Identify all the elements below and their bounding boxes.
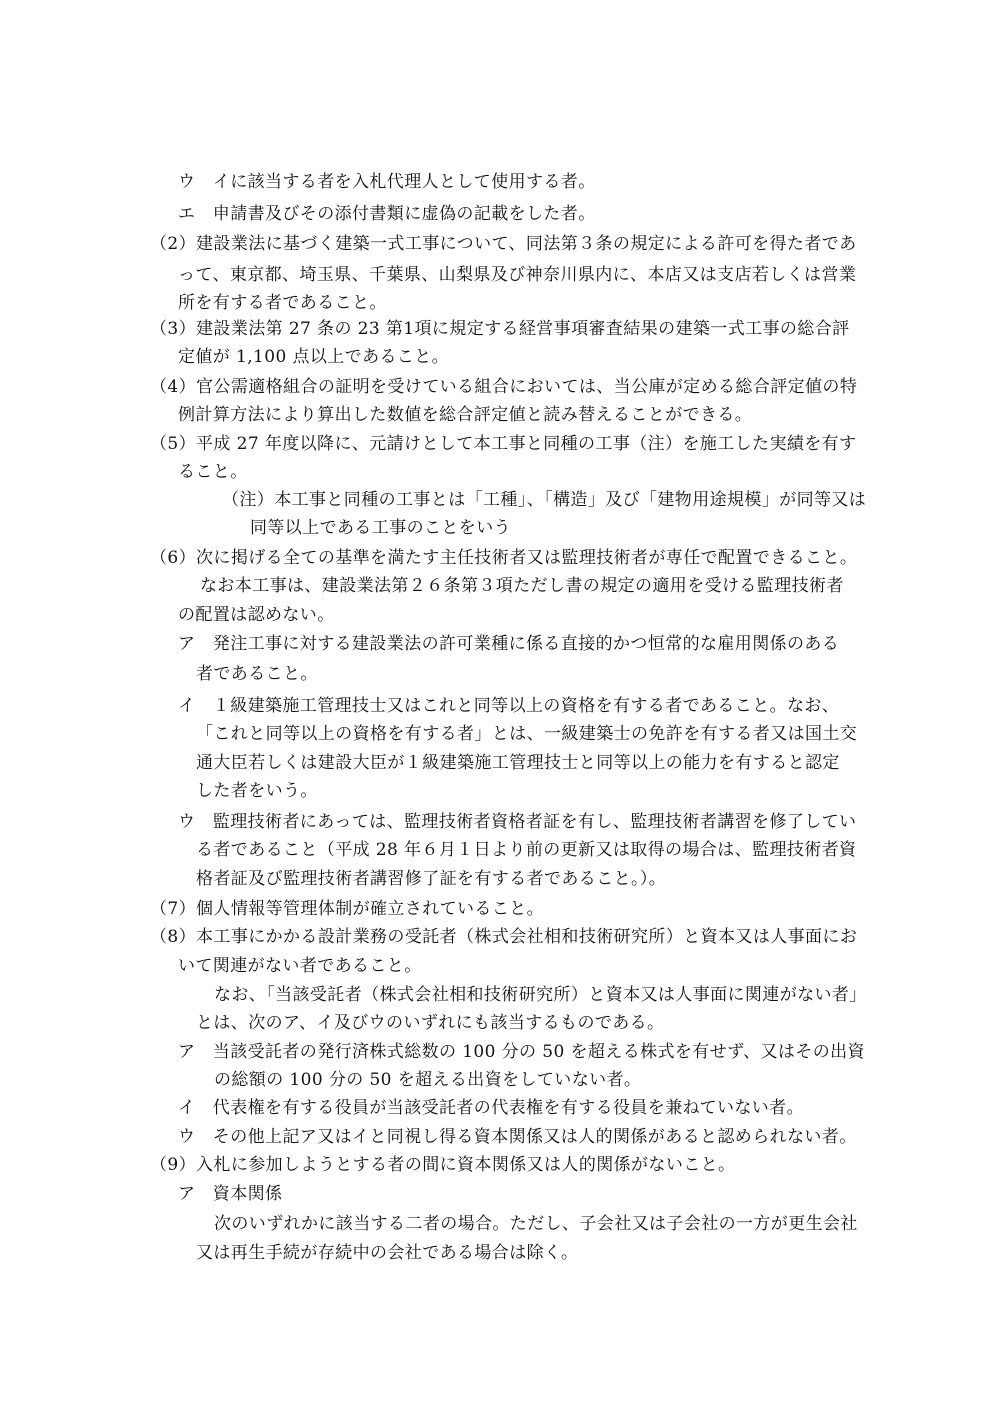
section-2-line-3: 所を有する者であること。 bbox=[178, 293, 387, 313]
section-6-line-1: （6）次に掲げる全ての基準を満たす主任技術者又は監理技術者が専任で配置できること。 bbox=[150, 548, 858, 568]
item-e-line-1: エ 申請書及びその添付書類に虚偽の記載をした者。 bbox=[178, 204, 596, 224]
section-8-line-2: いて関連がない者であること。 bbox=[178, 956, 422, 976]
section-6-u-line-3: 格者証及び監理技術者講習修了証を有する者であること。）。 bbox=[196, 869, 667, 889]
section-8-note-line-1: なお、「当該受託者（株式会社相和技術研究所）と資本又は人事面に関連がない者」 bbox=[214, 985, 867, 1005]
section-9-a-line-1: ア 資本関係 bbox=[178, 1184, 283, 1204]
section-3-line-1: （3）建設業法第 27 条の 23 第1項に規定する経営事項審査結果の建築一式工事の総合評 bbox=[150, 319, 850, 339]
section-8-u-line-1: ウ その他上記ア又はイと同視し得る資本関係又は人的関係があると認められない者。 bbox=[178, 1127, 857, 1147]
section-6-line-2: なお本工事は、建設業法第２６条第３項ただし書の規定の適用を受ける監理技術者 bbox=[200, 576, 844, 596]
section-9-a-body-line-1: 次のいずれかに該当する二者の場合。ただし、子会社又は子会社の一方が更生会社 bbox=[214, 1214, 858, 1234]
section-6-i-line-3: 通大臣若しくは建設大臣が１級建築施工管理技士と同等以上の能力を有すると認定 bbox=[196, 753, 840, 773]
section-6-a-line-1: ア 発注工事に対する建設業法の許可業種に係る直接的かつ恒常的な雇用関係のある bbox=[178, 634, 840, 654]
section-8-a-line-1: ア 当該受託者の発行済株式総数の 100 分の 50 を超える株式を有せず、又はその出資 bbox=[178, 1042, 865, 1062]
section-8-line-1: （8）本工事にかかる設計業務の受託者（株式会社相和技術研究所）と資本又は人事面にお bbox=[150, 927, 858, 947]
section-5-note-line-1: （注）本工事と同種の工事とは「工種」、「構造」及び「建物用途規模」が同等又は bbox=[222, 490, 867, 510]
section-3-line-2: 定値が 1,100 点以上であること。 bbox=[178, 347, 450, 367]
section-5-note-line-2: 同等以上である工事のことをいう bbox=[250, 518, 511, 538]
section-5-line-2: ること。 bbox=[178, 462, 248, 482]
section-4-line-2: 例計算方法により算出した数値を総合評定値と読み替えることができる。 bbox=[178, 405, 753, 425]
section-6-i-line-4: した者をいう。 bbox=[196, 781, 318, 801]
section-4-line-1: （4）官公需適格組合の証明を受けている組合においては、当公庫が定める総合評定値の特 bbox=[150, 377, 858, 397]
item-u-line-1: ウ イに該当する者を入札代理人として使用する者。 bbox=[178, 172, 596, 192]
section-6-u-line-2: る者であること（平成 28 年６月１日より前の更新又は取得の場合は、監理技術者資 bbox=[196, 840, 857, 860]
section-9-a-body-line-2: 又は再生手続が存続中の会社である場合は除く。 bbox=[196, 1243, 579, 1263]
section-6-u-line-1: ウ 監理技術者にあっては、監理技術者資格者証を有し、監理技術者講習を修了してい bbox=[178, 812, 857, 832]
section-6-a-line-2: 者であること。 bbox=[196, 664, 318, 684]
section-6-line-3: の配置は認めない。 bbox=[178, 605, 335, 625]
section-2-line-1: （2）建設業法に基づく建築一式工事について、同法第３条の規定による許可を得た者であ bbox=[150, 234, 857, 254]
section-6-i-line-1: イ １級建築施工管理技士又はこれと同等以上の資格を有する者であること。なお、 bbox=[178, 696, 840, 716]
section-5-line-1: （5）平成 27 年度以降に、元請けとして本工事と同種の工事（注）を施工した実績を有す bbox=[150, 434, 857, 454]
section-8-a-line-2: の総額の 100 分の 50 を超える出資をしていない者。 bbox=[214, 1070, 642, 1090]
section-9-line-1: （9）入札に参加しようとする者の間に資本関係又は人的関係がないこと。 bbox=[150, 1155, 736, 1175]
section-8-i-line-1: イ 代表権を有する役員が当該受託者の代表権を有する役員を兼ねていない者。 bbox=[178, 1098, 804, 1118]
section-7-line-1: （7）個人情報等管理体制が確立されていること。 bbox=[150, 899, 545, 919]
section-6-i-line-2: 「これと同等以上の資格を有する者」とは、一級建築士の免許を有する者又は国土交 bbox=[196, 724, 858, 744]
section-8-note-line-2: とは、次のア、イ及びウのいずれにも該当するものである。 bbox=[196, 1013, 665, 1033]
section-2-line-2: って、東京都、埼玉県、千葉県、山梨県及び神奈川県内に、本店又は支店若しくは営業 bbox=[178, 265, 857, 285]
